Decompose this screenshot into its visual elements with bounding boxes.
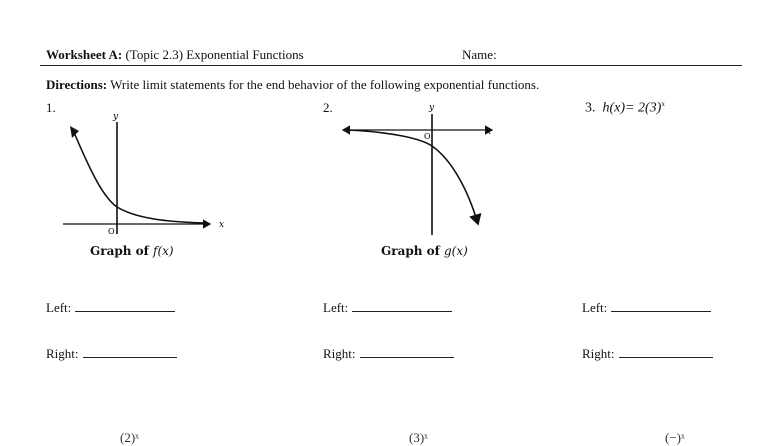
problem-3-right (582, 346, 713, 362)
graph-f-curve (73, 130, 205, 223)
problem-1-left (46, 300, 175, 316)
problem-3-left-blank[interactable] (611, 302, 711, 312)
graph-f-caption-prefix: Graph of (90, 244, 149, 258)
worksheet-label: Worksheet A: (46, 47, 123, 62)
problem-1-right-blank[interactable] (83, 348, 177, 358)
problem-2-left (323, 300, 452, 316)
graph-g-origin: O (424, 132, 431, 141)
problem-3-right-label: Right: (582, 346, 615, 361)
directions-label: Directions: (46, 77, 108, 92)
graph-g-caption-prefix: Graph of (381, 244, 440, 258)
problem-2-right-label: Right: (323, 346, 356, 361)
graph-f-caption (90, 244, 174, 258)
name-label: Name: (462, 47, 497, 62)
graph-f-caption-fn: f(x) (153, 244, 174, 258)
cutoff-expr-2: (3)ˣ (409, 430, 428, 445)
problem-2-right (323, 346, 454, 362)
cutoff-expr-3: (−)ˣ (665, 430, 685, 445)
problem-1-right-label: Right: (46, 346, 79, 361)
graph-f-x-label: x (219, 220, 225, 230)
problem-3-function: h(x)= 2(3) (602, 100, 662, 116)
problem-2-number: 2. (323, 100, 333, 115)
problem-3-left (582, 300, 711, 316)
problem-2-right-blank[interactable] (360, 348, 454, 358)
cutoff-expr-1: (2)ˣ (120, 430, 139, 445)
graph-g-curve (348, 130, 478, 224)
graph-f-origin: O (108, 227, 115, 236)
graph-f-arrowhead (70, 126, 79, 138)
problem-1-left-blank[interactable] (75, 302, 175, 312)
problem-3-right-blank[interactable] (619, 348, 713, 358)
graph-f-y-label: y (113, 112, 119, 122)
problem-1-right (46, 346, 177, 362)
problem-3-exponent: x (661, 100, 665, 108)
problem-2-left-label: Left: (323, 300, 349, 315)
topic-text: (Topic 2.3) Exponential Functions (125, 47, 304, 62)
problem-3-left-label: Left: (582, 300, 608, 315)
problem-3-number: 3. (585, 100, 596, 116)
problem-1-number: 1. (46, 100, 56, 115)
graph-g-y-label: y (429, 103, 435, 113)
problem-2-left-blank[interactable] (352, 302, 452, 312)
graph-g-caption (381, 244, 468, 258)
graph-g-caption-fn: g(x) (444, 244, 468, 258)
problem-1-left-label: Left: (46, 300, 72, 315)
directions-text: Write limit statements for the end behavior of the following exponential functions. (110, 77, 540, 92)
graph-g-x-label: x (486, 127, 492, 137)
